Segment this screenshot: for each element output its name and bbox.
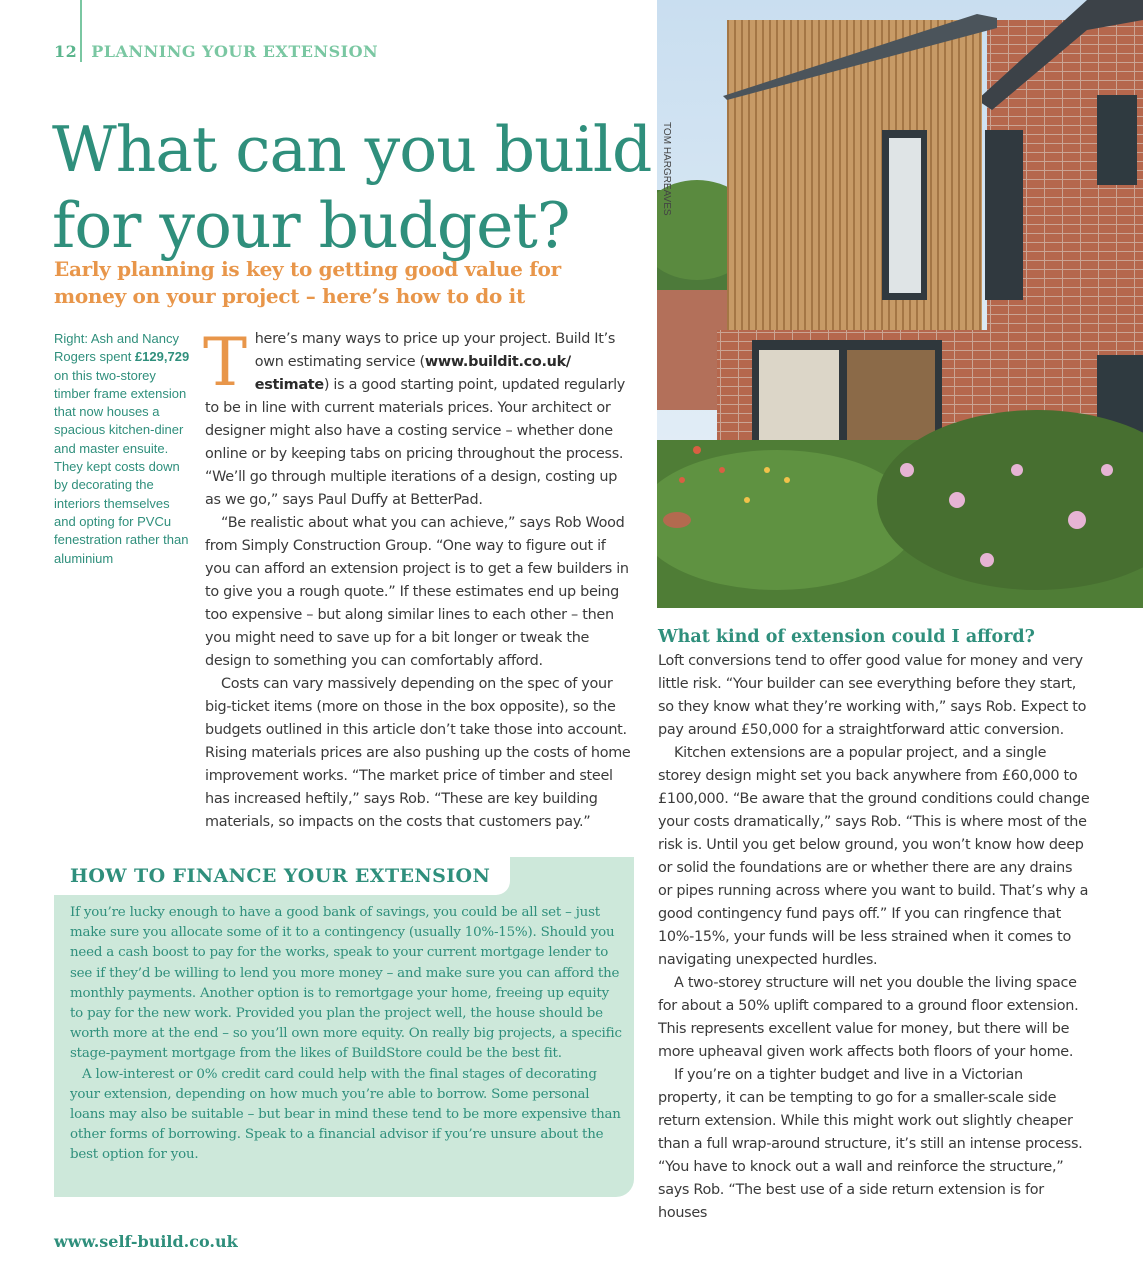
- paragraph: Kitchen extensions are a popular project, and a single storey design might set you back anywhere from £60,000 to £100,000. “Be aware that the ground conditions could change your costs dramatically,” says Rob. “This is where most of the risk is. Until you get below ground, you won’t know how deep or solid the foundations are or whether there are any drains or pipes running across where you want to build. That’s why a good contingency fund pays off.” If you can ringfence that 10%-15%, your funds will be less strained when it comes to navigating unexpected hurdles.: [658, 745, 1090, 968]
- intro-text: here’s many ways to price up your project. Build It’s own estimating service (: [254, 331, 616, 370]
- finance-paragraph: If you’re lucky enough to have a good bank of savings, you could be all set – just make sure you allocate some of it to a contingency (usually 10%-15%). Should you need a cash boost to pay for the works, speak to your current mortgage lender to see if they’d be willing to lend you more money – and make sure you can afford the monthly payments. Another option is to remortgage your home, freeing up equity to pay for the new work. Provided you plan the project well, the house should be worth more at the end – so you’ll own more equity. On really big projects, a specific stage-payment mortgage from the likes of BuildStore could be the best fit.: [70, 905, 622, 1062]
- finance-box-heading: HOW TO FINANCE YOUR EXTENSION: [70, 865, 491, 887]
- body-column-left: [203, 324, 632, 834]
- paragraph: “Be realistic about what you can achieve,” says Rob Wood from Simply Construction Group. “One way to figure out if you can afford an extension project is to get a few builders in to give you a rough quote.” If these estimates end up being too expensive – but along similar lines to each other – then you might need to save up for a bit longer or tweak the design to something you can comfortably afford.: [205, 515, 629, 669]
- extension-photo: [657, 0, 1143, 608]
- paragraph-intro: [203, 324, 632, 512]
- paragraph: A two-storey structure will net you double the living space for about a 50% uplift compared to a ground floor extension. This represents excellent value for money, but there will be more upheaval given work affects both floors of your home.: [658, 975, 1079, 1060]
- footer-url[interactable]: www.self-build.co.uk: [54, 1232, 238, 1251]
- finance-paragraph: A low-interest or 0% credit card could help with the final stages of decorating your extension, depending on how much you’re able to borrow. Some personal loans may also be suitable – but bear in mind these tend to be more expensive than other forms of borrowing. Speak to a financial advisor if you’re unsure about the best option for you.: [70, 1066, 621, 1163]
- photo-credit: TOM HARGREAVES: [661, 122, 672, 216]
- page-header: [54, 42, 378, 61]
- paragraph: If you’re on a tighter budget and live in a Victorian property, it can be tempting to go for a smaller-scale side return extension. While this might work out slightly cheaper than a full wrap-around structure, it’s still an intense process. “You have to knock out a wall and reinforce the structure,” says Rob. “The best use of a side return extension is for houses: [658, 1067, 1083, 1221]
- paragraph: Costs can vary massively depending on the spec of your big-ticket items (more on those in the box opposite), so the budgets outlined in this article don’t take those into account. Rising materials prices are also pushing up the costs of home improvement works. “The market price of timber and steel has increased heftily,” says Rob. “These are key building materials, so impacts on the costs that customers pay.”: [205, 676, 631, 830]
- finance-box-body: [70, 903, 626, 1166]
- section-title: PLANNING YOUR EXTENSION: [91, 42, 379, 61]
- caption-rest: on this two-storey timber frame extension that now houses a spacious kitchen-diner and master ensuite. They kept costs down by decorating the interiors themselves and opting for PVCu fenestration rather than aluminium: [54, 367, 189, 566]
- caption-lead: Right: Ash and Nancy Rogers spent: [54, 331, 180, 365]
- extension-photo-illustration: [657, 0, 1143, 608]
- finance-box: [54, 857, 634, 1197]
- paragraph: Loft conversions tend to offer good value for money and very little risk. “Your builder can see everything before they start, so they know what they’re working with,” says Rob. Expect to pay around £50,000 for a straightforward attic conversion.: [658, 653, 1087, 738]
- article-standfirst: Early planning is key to getting good value for money on your project – here’s how to do it: [54, 257, 561, 308]
- caption-amount: £129,729: [134, 349, 190, 365]
- article-headline: What can you build for your budget?: [52, 113, 652, 262]
- body-column-right: [658, 650, 1090, 1225]
- intro-text-end: ) is a good starting point, updated regularly to be in line with current materials prices. Your architect or designer might also have a costing service – whether done online or by keeping tabs on pricing throughout the process. “We’ll go through multiple iterations of a design, costing up as we go,” says Paul Duffy at BetterPad.: [205, 377, 625, 508]
- estimate-link[interactable]: www.buildit.co.uk/ estimate: [254, 354, 571, 393]
- photo-caption: [54, 330, 194, 568]
- column-subhead: What kind of extension could I afford?: [658, 627, 1035, 647]
- drop-cap: T: [203, 324, 247, 401]
- page-number: 12: [54, 42, 78, 61]
